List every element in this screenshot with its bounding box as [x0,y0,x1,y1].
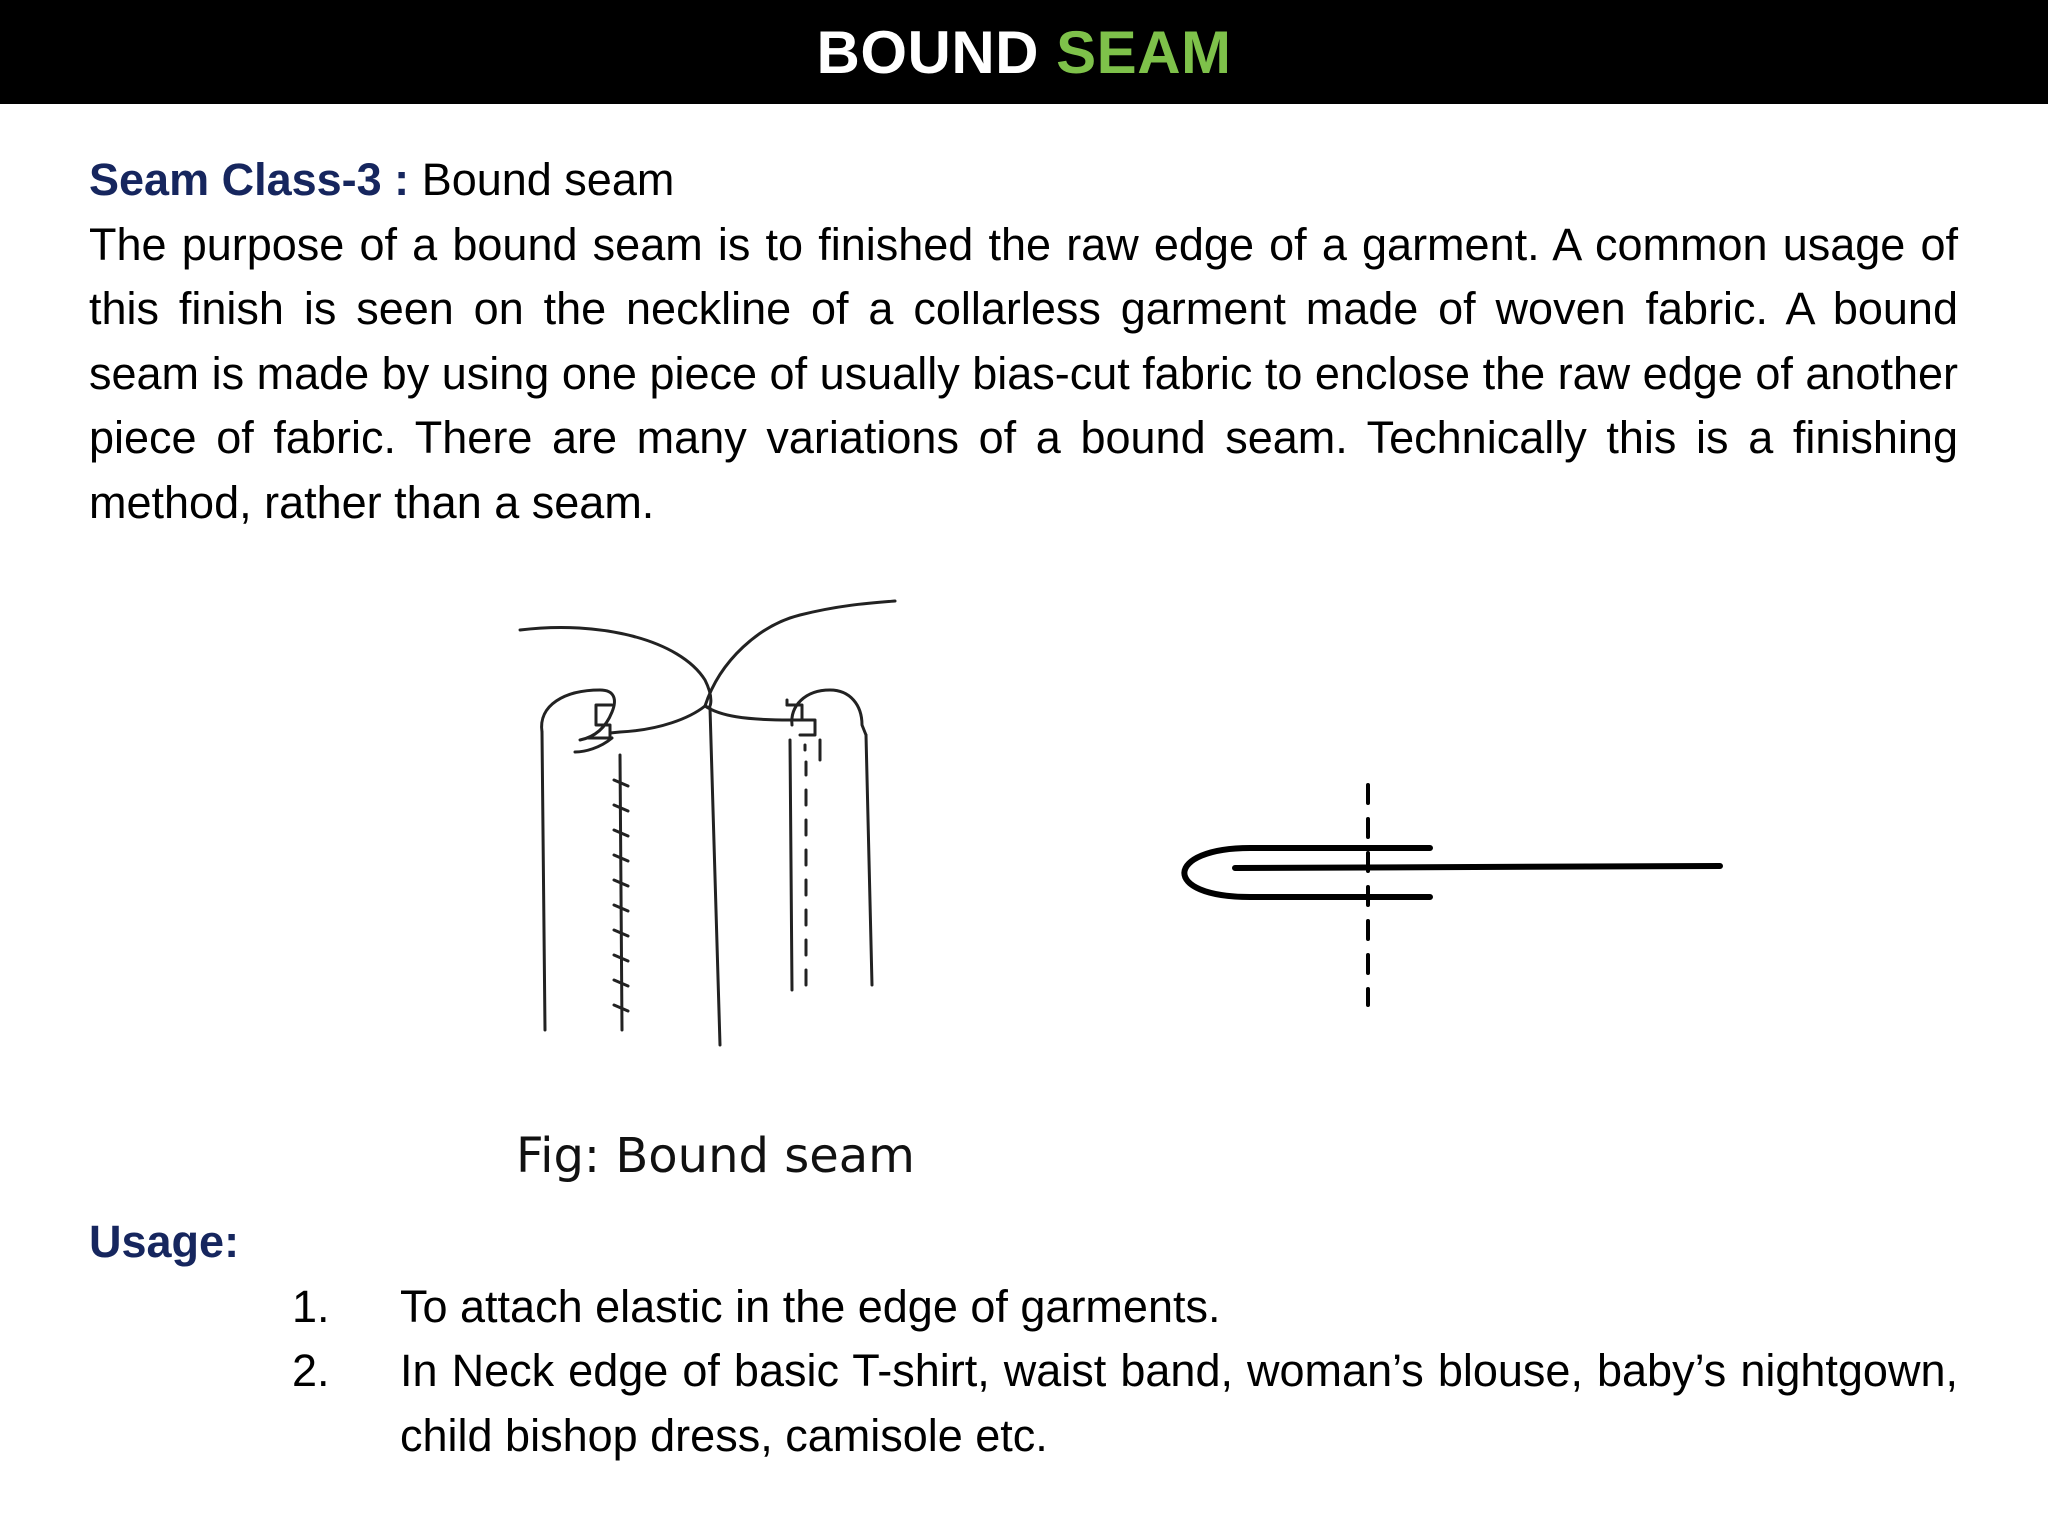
title-word-bound: BOUND [816,18,1039,86]
seam-class-value: Bound seam [421,154,675,205]
usage-section [89,1210,1958,1468]
bound-seam-figure [0,560,2048,1220]
seam-class-heading [89,148,1958,213]
slide-title [816,18,1231,87]
title-word-seam: SEAM [1056,18,1232,86]
title-bar [0,0,2048,104]
list-item-text: In Neck edge of basic T-shirt, waist band, woman’s blouse, baby’s nightgown, child bishop dress, camisole etc. [400,1345,1958,1461]
figure-caption: Fig: Bound seam [516,1128,915,1184]
list-item-text: To attach elastic in the edge of garments. [400,1280,1221,1332]
list-item [89,1339,1958,1468]
seam-cross-section [1184,785,1720,1005]
usage-list [89,1275,1958,1469]
usage-heading: Usage: [89,1216,240,1267]
intro-section [89,148,1958,535]
list-item [89,1275,1958,1340]
list-item-number: 2. [292,1345,330,1396]
seam-perspective-sketch [520,601,895,1045]
seam-class-label: Seam Class-3 : [89,154,410,205]
list-item-number: 1. [292,1280,330,1332]
description-paragraph: The purpose of a bound seam is to finished the raw edge of a garment. A common usage of this finish is seen on the neckline of a collarless garment made of woven fabric. A bound seam is made by using one piece of usually bias-cut fabric to enclose the raw edge of another piece of fabric. There are many variations of a bound seam. Technically this is a finishing method, rather than a seam. [89,218,1958,528]
